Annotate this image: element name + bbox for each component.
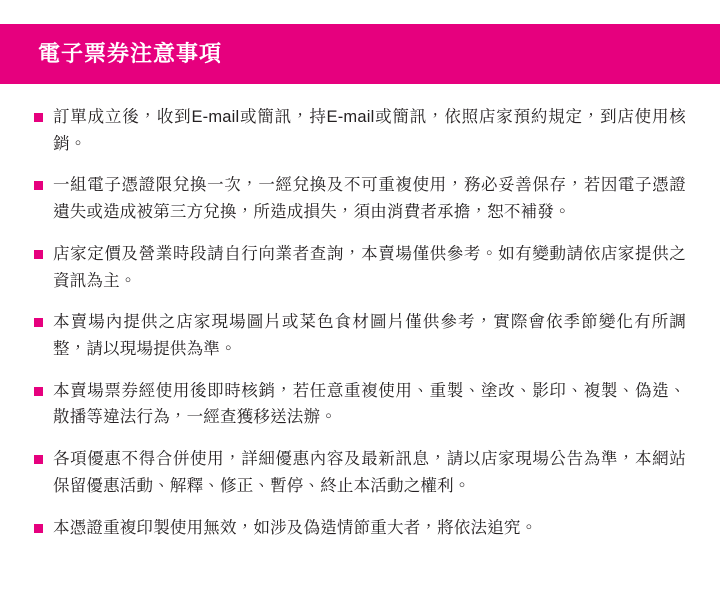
square-bullet-icon	[34, 318, 43, 327]
list-item	[34, 172, 686, 225]
list-item	[34, 446, 686, 499]
square-bullet-icon	[34, 250, 43, 259]
list-item	[34, 515, 686, 542]
note-text: 本賣場內提供之店家現場圖片或菜色食材圖片僅供參考，實際會依季節變化有所調整，請以現場提供為準。	[53, 313, 686, 359]
note-text: 本憑證重複印製使用無效，如涉及偽造情節重大者，將依法追究。	[53, 518, 538, 537]
note-text: 各項優惠不得合併使用，詳細優惠內容及最新訊息，請以店家現場公告為準，本網站保留優惠活動、解釋、修正、暫停、終止本活動之權利。	[53, 450, 686, 495]
list-item	[34, 378, 686, 431]
square-bullet-icon	[34, 181, 43, 190]
note-text: 店家定價及營業時段請自行向業者查詢，本賣場僅供參考。如有變動請依店家提供之資訊為主。	[53, 244, 686, 290]
page-header	[0, 24, 720, 84]
note-text: 本賣場票券經使用後即時核銷，若任意重複使用、重製、塗改、影印、複製、偽造、散播等違法行為，一經查獲移送法辦。	[53, 381, 686, 427]
square-bullet-icon	[34, 455, 43, 464]
note-text: 一組電子憑證限兌換一次，一經兌換及不可重複使用，務必妥善保存，若因電子憑證遺失或造成被第三方兌換，所造成損失，須由消費者承擔，恕不補發。	[53, 176, 686, 222]
square-bullet-icon	[34, 387, 43, 396]
notes-list	[0, 104, 720, 556]
note-text: 訂單成立後，收到E-mail或簡訊，持E-mail或簡訊，依照店家預約規定，到店使用核銷。	[53, 108, 686, 153]
list-item	[34, 309, 686, 362]
list-item	[34, 241, 686, 294]
square-bullet-icon	[34, 524, 43, 533]
square-bullet-icon	[34, 113, 43, 122]
list-item	[34, 104, 686, 157]
page-title: 電子票券注意事項	[38, 40, 223, 66]
